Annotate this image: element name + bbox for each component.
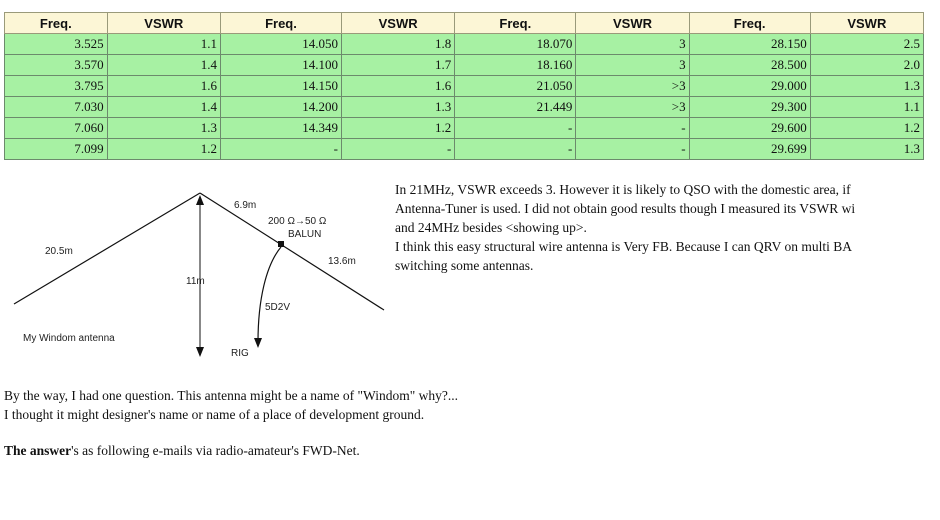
table-row (5, 34, 924, 55)
table-cell: >3 (576, 97, 689, 118)
table-cell: 7.099 (5, 139, 108, 160)
diagram-caption: My Windom antenna (23, 333, 115, 344)
table-cell: 3.525 (5, 34, 108, 55)
table-cell: - (342, 139, 455, 160)
table-cell: 1.2 (342, 118, 455, 139)
table-cell: 29.600 (689, 118, 810, 139)
table-row (5, 118, 924, 139)
text-line: switching some antennas. (395, 258, 534, 273)
question-paragraph (4, 386, 458, 424)
windom-antenna-diagram (0, 180, 400, 370)
table-cell: 21.050 (455, 76, 576, 97)
text-line: and 24MHz besides <showing up>. (395, 220, 587, 235)
table-cell: 21.449 (455, 97, 576, 118)
left-leg-length-label: 20.5m (45, 246, 73, 257)
table-cell: 29.699 (689, 139, 810, 160)
vswr-table (4, 12, 924, 160)
table-cell: 3.570 (5, 55, 108, 76)
table-cell: 1.2 (810, 118, 923, 139)
table-cell: 1.8 (342, 34, 455, 55)
table-cell: 1.7 (342, 55, 455, 76)
top-segment-length-label: 6.9m (234, 200, 257, 211)
table-cell: 7.030 (5, 97, 108, 118)
table-row (5, 55, 924, 76)
answer-rest-text: 's as following e-mails via radio-amateur's FWD-Net. (71, 443, 360, 458)
table-cell: 14.349 (220, 118, 341, 139)
table-cell: 14.200 (220, 97, 341, 118)
table-cell: - (576, 118, 689, 139)
table-cell: 28.150 (689, 34, 810, 55)
table-cell: 1.6 (107, 76, 220, 97)
answer-paragraph (4, 441, 360, 460)
text-line: I thought it might designer's name or name of a place of development ground. (4, 407, 425, 422)
table-cell: 14.150 (220, 76, 341, 97)
header-vswr: VSWR (342, 13, 455, 34)
table-cell: 7.060 (5, 118, 108, 139)
table-cell: 3 (576, 34, 689, 55)
table-cell: 1.1 (810, 97, 923, 118)
table-cell: 1.2 (107, 139, 220, 160)
table-cell: 1.4 (107, 55, 220, 76)
antenna-left-wire (14, 193, 200, 304)
table-cell: >3 (576, 76, 689, 97)
text-line: In 21MHz, VSWR exceeds 3. However it is likely to QSO with the domestic area, if (395, 182, 851, 197)
header-freq: Freq. (455, 13, 576, 34)
balun-box (278, 241, 284, 247)
table-row (5, 76, 924, 97)
header-freq: Freq. (689, 13, 810, 34)
table-cell: 14.050 (220, 34, 341, 55)
header-vswr: VSWR (576, 13, 689, 34)
header-vswr: VSWR (107, 13, 220, 34)
rig-label: RIG (231, 348, 249, 359)
table-cell: 1.1 (107, 34, 220, 55)
table-cell: 3.795 (5, 76, 108, 97)
header-freq: Freq. (220, 13, 341, 34)
table-cell: 1.3 (342, 97, 455, 118)
feedline-arrow-head (254, 338, 262, 348)
table-cell: 18.070 (455, 34, 576, 55)
table-cell: 1.3 (810, 139, 923, 160)
table-cell: 29.300 (689, 97, 810, 118)
balun-label: BALUN (288, 229, 322, 240)
table-cell: - (455, 139, 576, 160)
table-row (5, 97, 924, 118)
header-vswr: VSWR (810, 13, 923, 34)
table-cell: - (455, 118, 576, 139)
table-cell: 1.3 (810, 76, 923, 97)
table-cell: - (220, 139, 341, 160)
header-freq: Freq. (5, 13, 108, 34)
text-line: By the way, I had one question. This antenna might be a name of "Windom" why?... (4, 388, 459, 403)
table-cell: - (576, 139, 689, 160)
table-cell: 29.000 (689, 76, 810, 97)
side-paragraph (395, 180, 855, 275)
table-cell: 18.160 (455, 55, 576, 76)
table-header-row (5, 13, 924, 34)
text-line: I think this easy structural wire antenna is Very FB. Because I can QRV on multi BA (395, 239, 852, 254)
table-cell: 14.100 (220, 55, 341, 76)
table-cell: 1.4 (107, 97, 220, 118)
table-cell: 1.3 (107, 118, 220, 139)
table-cell: 2.0 (810, 55, 923, 76)
antenna-right-wire (200, 193, 384, 310)
answer-bold-text: The answer (4, 443, 72, 458)
feedline-label: 5D2V (265, 302, 291, 313)
height-arrow-top-head (196, 195, 204, 205)
table-cell: 1.6 (342, 76, 455, 97)
table-cell: 28.500 (689, 55, 810, 76)
right-leg-length-label: 13.6m (328, 256, 356, 267)
table-row (5, 139, 924, 160)
table-cell: 3 (576, 55, 689, 76)
feedline-coax (258, 247, 281, 342)
height-label: 11m (186, 276, 205, 287)
height-arrow-bottom-head (196, 347, 204, 357)
table-cell: 2.5 (810, 34, 923, 55)
balun-ratio-label: 200 Ω→50 Ω (268, 216, 327, 227)
text-line: Antenna-Tuner is used. I did not obtain good results though I measured its VSWR wi (395, 201, 856, 216)
